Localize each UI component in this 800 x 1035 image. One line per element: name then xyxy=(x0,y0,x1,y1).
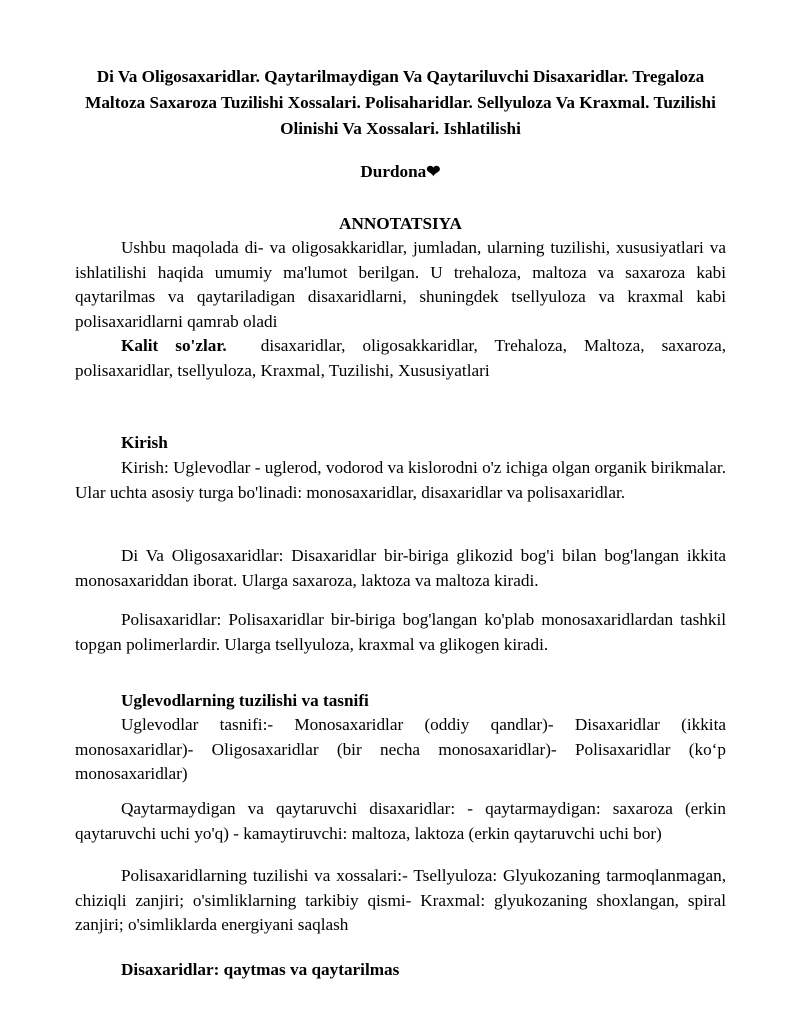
keywords-label: Kalit so'zlar. xyxy=(121,336,227,355)
annotation-paragraph: Ushbu maqolada di- va oligosakkaridlar, jumladan, ularning tuzilishi, xususiyatlari va ishlatilishi haqida umumiy ma'lumot berilgan. U trehaloza, maltoza va saxaroza kabi qaytarilmas va qaytariladigan disaxaridlarni, shuningdek tsellyuloza va kraxmal kabi polisaxaridlarni qamrab oladi xyxy=(75,238,726,331)
author-name: Durdona xyxy=(360,162,427,181)
annotation-heading: ANNOTATSIYA xyxy=(339,214,462,233)
classification-paragraph-3: Polisaxaridlarning tuzilishi va xossalari:- Tsellyuloza: Glyukozaning tarmoqlanmagan, chiziqli zanjiri; o'simliklarning tarkibiy qismi- Kraxmal: glyukozaning shoxlangan, spiral zanjiri; o'simliklarda energiyani saqlash xyxy=(75,866,726,934)
intro-paragraph-1: Kirish: Uglevodlar - uglerod, vodorod va kislorodni o'z ichiga olgan organik birikmalar. Ular uchta asosiy turga bo'linadi: monosaxaridlar, disaxaridlar va polisaxaridlar. xyxy=(75,458,726,502)
classification-heading: Uglevodlarning tuzilishi va tasnifi xyxy=(121,691,369,710)
heart-icon: ❤ xyxy=(426,162,441,181)
keywords-paragraph xyxy=(75,334,726,383)
classification-paragraph-2: Qaytarmaydigan va qaytaruvchi disaxaridlar: - qaytarmaydigan: saxaroza (erkin qaytaruvchi uchi yo'q) - kamaytiruvchi: maltoza, laktoza (erkin qaytaruvchi uchi bor) xyxy=(75,799,726,843)
intro-heading: Kirish xyxy=(121,433,168,452)
classification-paragraph-1: Uglevodlar tasnifi:- Monosaxaridlar (oddiy qandlar)- Disaxaridlar (ikkita monosaxaridlar)- Oligosaxaridlar (bir necha monosaxaridlar)- Polisaxaridlar (ko‘p monosaxaridlar) xyxy=(75,715,726,783)
intro-paragraph-3: Polisaxaridlar: Polisaxaridlar bir-biriga bog'langan ko'plab monosaxaridlardan tashkil topgan polimerlardir. Ularga tsellyuloza, kraxmal va glikogen kiradi. xyxy=(75,610,726,654)
intro-paragraph-2: Di Va Oligosaxaridlar: Disaxaridlar bir-biriga glikozid bog'i bilan bog'langan ikkita monosaxariddan iborat. Ularga saxaroza, laktoza va maltoza kiradi. xyxy=(75,546,726,590)
keywords-text: disaxaridlar, oligosakkaridlar, Trehaloza, Maltoza, saxaroza, polisaxaridlar, tsellyuloza, Kraxmal, Tuzilishi, Xususiyatlari xyxy=(75,336,726,380)
disaccharides-heading: Disaxaridlar: qaytmas va qaytarilmas xyxy=(121,960,400,979)
author-line xyxy=(75,159,726,185)
document-title: Di Va Oligosaxaridlar. Qaytarilmaydigan Va Qaytariluvchi Disaxaridlar. Tregaloza Maltoza Saxaroza Tuzilishi Xossalari. Polisaharidlar. Sellyuloza Va Kraxmal. Tuzilishi Olinishi Va Xossalari. Ishlatilishi xyxy=(85,67,716,138)
